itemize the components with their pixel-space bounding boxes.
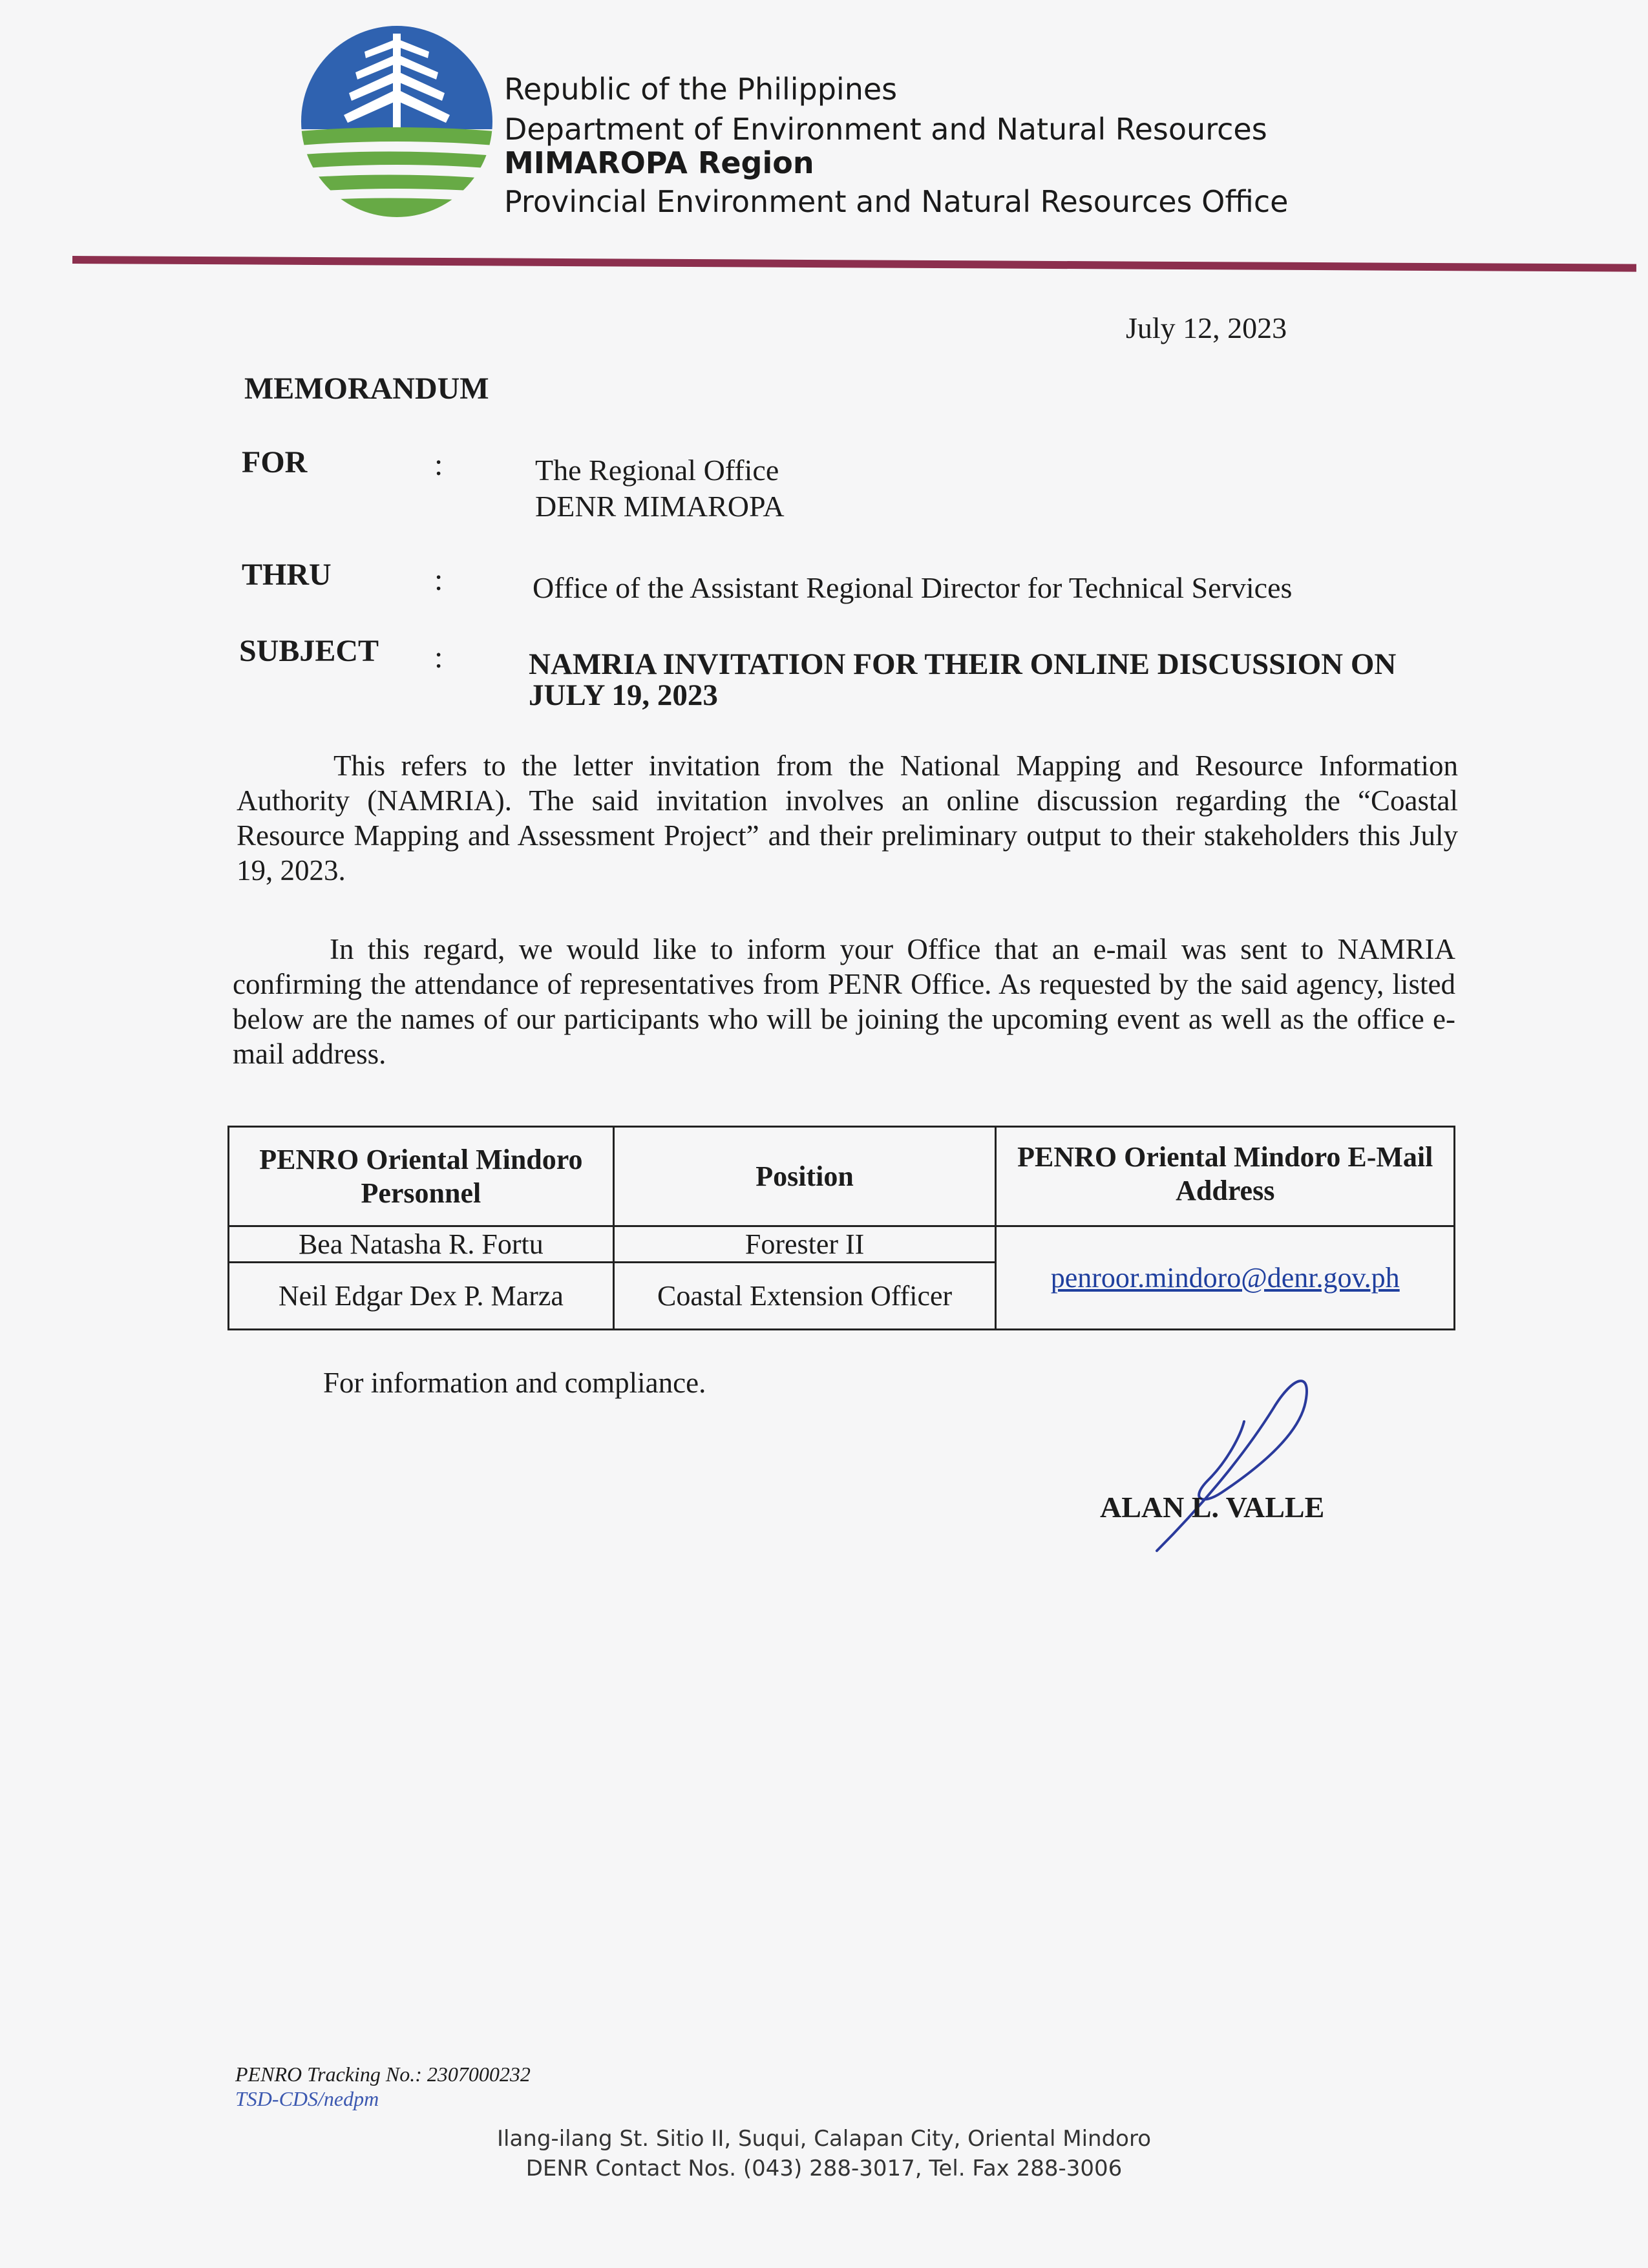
header-office: Provincial Environment and Natural Resources Office <box>504 184 1289 219</box>
for-label: FOR <box>242 445 308 479</box>
subject-value-line2: JULY 19, 2023 <box>529 678 718 712</box>
header-republic: Republic of the Philippines <box>504 72 898 107</box>
header-region: MIMAROPA Region <box>504 145 814 180</box>
row2-position: Coastal Extension Officer <box>613 1263 996 1330</box>
footer-contact: DENR Contact Nos. (043) 288-3017, Tel. Fax 288-3006 <box>525 2156 1123 2181</box>
subject-value-line1: NAMRIA INVITATION FOR THEIR ONLINE DISCUSSION ON <box>529 647 1397 681</box>
table-row <box>229 1226 1455 1263</box>
header-department: Department of Environment and Natural Resources <box>504 112 1267 147</box>
office-initials: TSD-CDS/nedpm <box>235 2087 379 2110</box>
row1-position: Forester II <box>613 1226 996 1263</box>
for-colon: : <box>434 448 443 482</box>
participants-table <box>227 1126 1455 1330</box>
memo-date: July 12, 2023 <box>1126 311 1287 344</box>
signature-mark <box>1144 1363 1325 1557</box>
for-value-line1: The Regional Office <box>535 454 779 487</box>
row2-name: Neil Edgar Dex P. Marza <box>229 1263 614 1330</box>
for-value-line2: DENR MIMAROPA <box>535 490 785 523</box>
email-cell <box>996 1226 1455 1330</box>
header-personnel: PENRO Oriental Mindoro Personnel <box>229 1127 614 1226</box>
row1-name: Bea Natasha R. Fortu <box>229 1226 614 1263</box>
signatory-name: ALAN L. VALLE <box>1100 1491 1325 1524</box>
body-paragraph-1: This refers to the letter invitation from the National Mapping and Resource Information Authority (NAMRIA). The said invitation involves an online discussion regarding the “Coastal Resource Mapping and Assessment Project” and their preliminary output to their stakeholders this July 19, 2023. <box>237 750 1458 887</box>
table-header-row <box>229 1127 1455 1226</box>
subject-label: SUBJECT <box>239 634 379 668</box>
body-paragraph-2: In this regard, we would like to inform your Office that an e-mail was sent to NAMRIA confirming the attendance of representatives from PENR Office. As requested by the said agency, listed below are the names of our participants who will be joining the upcoming event as well as the office e-mail address. <box>233 933 1455 1070</box>
thru-label: THRU <box>242 558 332 592</box>
subject-colon: : <box>434 640 443 675</box>
header-position: Position <box>613 1127 996 1226</box>
footer-address: Ilang-ilang St. Sitio II, Suqui, Calapan City, Oriental Mindoro <box>496 2126 1151 2152</box>
closing-line: For information and compliance. <box>323 1367 706 1399</box>
memo-title: MEMORANDUM <box>244 372 489 406</box>
office-email-link[interactable]: penroor.mindoro@denr.gov.ph <box>1050 1262 1400 1294</box>
thru-value: Office of the Assistant Regional Director for Technical Services <box>533 571 1293 604</box>
denr-logo <box>277 25 517 218</box>
tracking-number: PENRO Tracking No.: 2307000232 <box>235 2063 531 2086</box>
header-email: PENRO Oriental Mindoro E-Mail Address <box>996 1127 1455 1226</box>
thru-colon: : <box>434 563 443 597</box>
header-rule <box>72 256 1636 272</box>
